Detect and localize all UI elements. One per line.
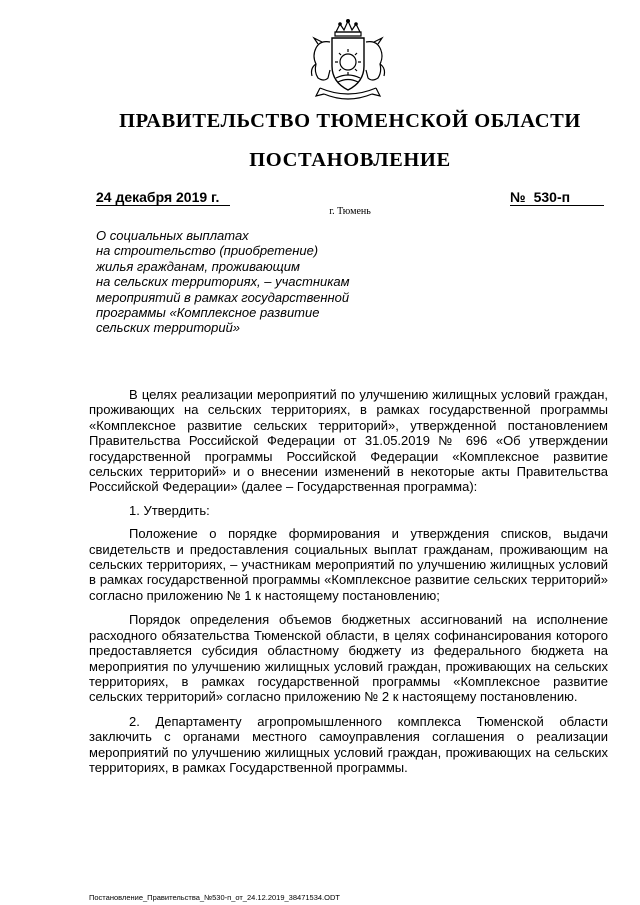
document-body [89,387,608,784]
document-city: г. Тюмень [329,206,371,217]
document-number-field [510,189,604,206]
organization-title: ПРАВИТЕЛЬСТВО ТЮМЕНСКОЙ ОБЛАСТИ [119,110,581,132]
document-number: 530-п [533,189,571,205]
document-date: 24 декабря 2019 г. [96,189,230,206]
subject-line: мероприятий в рамках государственной [96,289,350,305]
subject-line: О социальных выплатах [96,228,249,243]
subject-line: жилья гражданам, проживающим [96,258,300,274]
subject-line: сельских территорий» [96,320,241,336]
body-paragraph-item-2: 2. Департаменту агропромышленного комплекса Тюменской области заключить с органами местного самоуправления соглашения о реализации мероприятий по улучшению жилищных условий граждан, проживающих на сельских территориях, в рамках Государственной программы. [89,713,608,775]
body-paragraph-item-1: 1. Утвердить: [129,502,210,518]
subject-line: на сельских территориях, – участникам [96,274,350,290]
document-type-heading: ПОСТАНОВЛЕНИЕ [249,149,451,171]
body-paragraph-preamble: В целях реализации мероприятий по улучшению жилищных условий граждан, проживающих на сельских территориях, в рамках государственной программы «Комплексное развитие сельских территорий», утвержденной постановлением Правительства Российской Федерации от 31.05.2019 № 696 «Об утверждении государственной программы Российской Федерации «Комплексное развитие сельских территорий» и о внесении изменений в некоторые акты Правительства Российской Федерации» (далее – Государственная программа): [89,387,608,495]
tyumen-coat-of-arms-icon [302,18,394,110]
footer-filename: Постановление_Правительства_№530-п_от_24.12.2019_38471534.ODT [89,893,340,902]
subject-line: на строительство (приобретение) [96,243,319,259]
document-subject [96,228,396,336]
body-paragraph-regulation: Положение о порядке формирования и утверждения списков, выдачи свидетельств и предоставления социальных выплат гражданам, проживающим на сельских территориях, – участникам мероприятий по улучшению жилищных условий в рамках государственной программы «Комплексное развитие сельских территорий» согласно приложению № 1 к настоящему постановлению; [89,526,608,603]
body-paragraph-procedure: Порядок определения объемов бюджетных ассигнований на исполнение расходного обязательства Тюменской области, в целях софинансирования которого предоставляется субсидия областному бюджету из федерального бюджета на мероприятия по улучшению жилищных условий граждан, проживающих на сельских территориях, в рамках государственной программы «Комплексное развитие сельских территорий» согласно приложению № 2 к настоящему постановлению. [89,612,608,705]
number-sign: № [510,189,526,205]
subject-line: программы «Комплексное развитие [96,305,320,321]
